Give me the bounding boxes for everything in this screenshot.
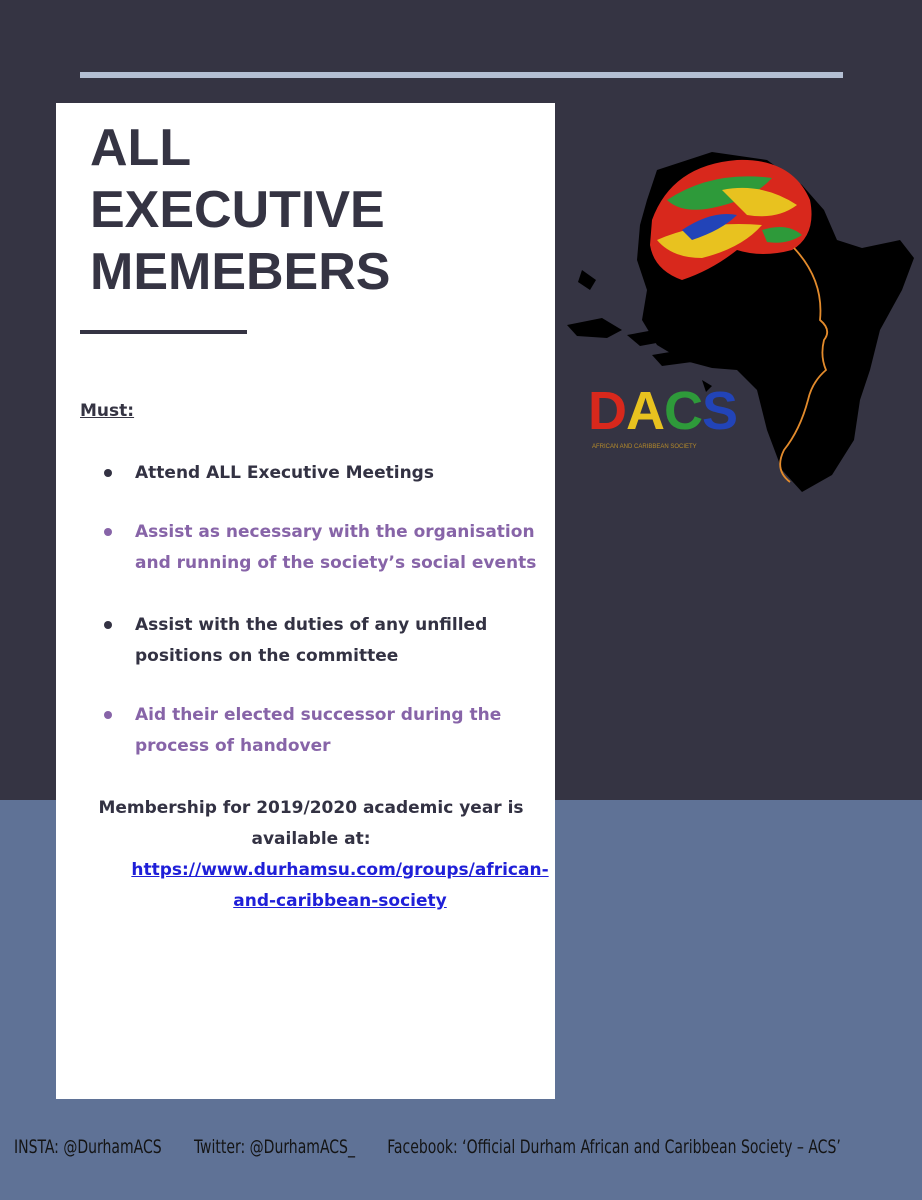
title-underline (80, 330, 247, 334)
must-label: Must: (80, 401, 135, 421)
wordmark-letter: D (588, 381, 626, 441)
footer-socials (14, 1136, 841, 1158)
duty-item: Assist with the duties of any unfilled positions on the committee (106, 610, 546, 672)
bullet-icon (104, 528, 112, 536)
wordmark-letter: A (626, 381, 664, 441)
caribbean-island (578, 270, 596, 290)
duty-item: Assist as necessary with the organisation and running of the society’s social events (106, 517, 546, 579)
wordmark-letter: C (664, 381, 702, 441)
twitter-handle: Twitter: @DurhamACS_ (194, 1136, 355, 1158)
membership-text: Membership for 2019/2020 academic year is available at: (98, 798, 524, 849)
duty-item: Aid their elected successor during the process of handover (106, 700, 546, 762)
logo-tagline: AFRICAN AND CARIBBEAN SOCIETY (592, 444, 697, 450)
content-card (56, 103, 555, 1099)
bullet-icon (104, 469, 112, 477)
page-title: ALL EXECUTIVE MEMEBERS (90, 119, 391, 301)
wordmark-letter: S (702, 381, 738, 441)
bullet-icon (104, 621, 112, 629)
membership-link[interactable]: https://www.durhamsu.com/groups/african- and-caribbean-society (131, 860, 549, 911)
dacs-africa-logo (562, 130, 922, 500)
bullet-icon (104, 711, 112, 719)
facebook-page: Facebook: ‘Official Durham African and Caribbean Society – ACS’ (387, 1136, 841, 1158)
dacs-wordmark (588, 380, 737, 442)
top-divider (80, 72, 843, 78)
duty-item: Attend ALL Executive Meetings (106, 458, 546, 489)
caribbean-island (567, 318, 622, 338)
instagram-handle: INSTA: @DurhamACS (14, 1136, 162, 1158)
